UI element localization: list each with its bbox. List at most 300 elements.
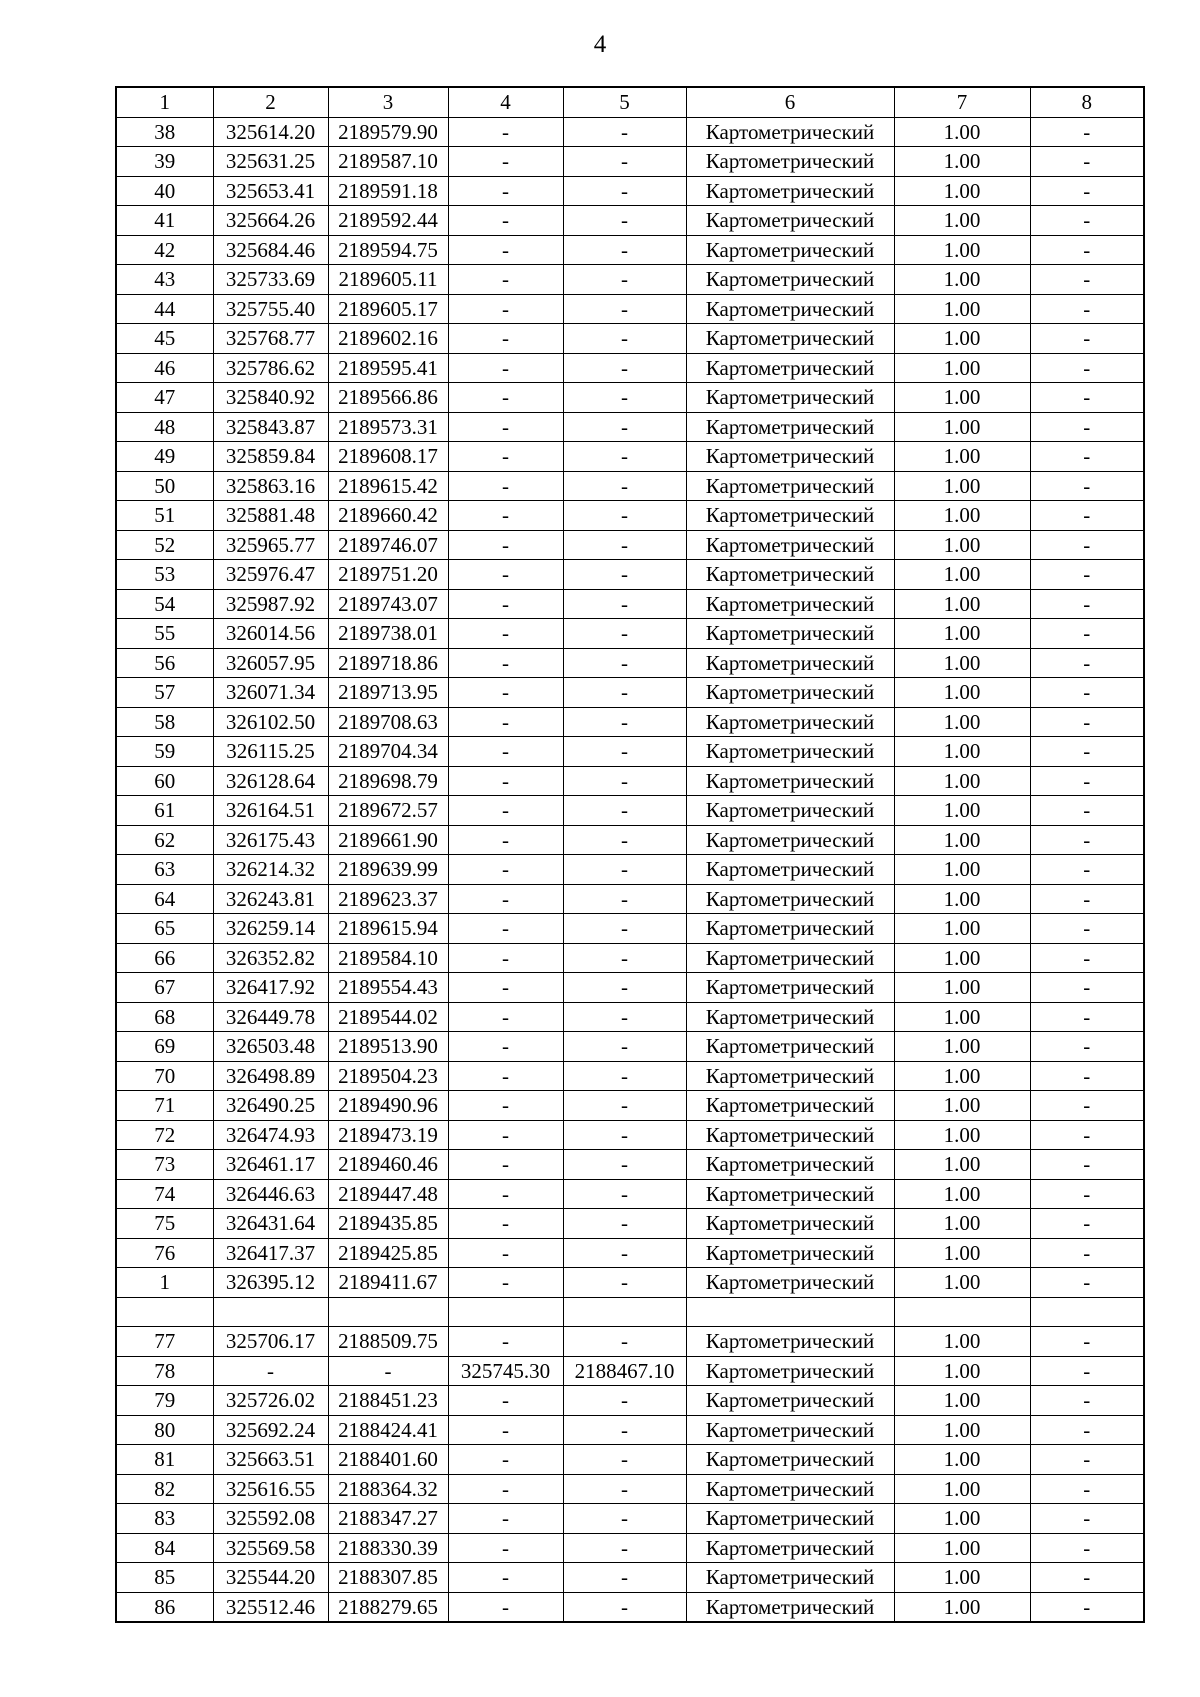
table-cell: - bbox=[1030, 825, 1144, 855]
table-cell: - bbox=[563, 1120, 686, 1150]
table-cell: - bbox=[448, 412, 563, 442]
table-cell: - bbox=[563, 1592, 686, 1622]
table-cell: 2189447.48 bbox=[328, 1179, 448, 1209]
table-cell: 65 bbox=[116, 914, 213, 944]
table-cell: 2189579.90 bbox=[328, 117, 448, 147]
table-cell: - bbox=[448, 1238, 563, 1268]
table-cell: - bbox=[1030, 206, 1144, 236]
table-row bbox=[116, 383, 1144, 413]
table-cell: 1.00 bbox=[894, 855, 1030, 885]
table-cell: - bbox=[563, 412, 686, 442]
table-cell bbox=[686, 1297, 894, 1327]
table-cell: 2189595.41 bbox=[328, 353, 448, 383]
table-cell: - bbox=[448, 1504, 563, 1534]
table-cell: 326431.64 bbox=[213, 1209, 328, 1239]
table-cell: Картометрический bbox=[686, 678, 894, 708]
table-cell: 69 bbox=[116, 1032, 213, 1062]
table-row bbox=[116, 1474, 1144, 1504]
table-cell: 326498.89 bbox=[213, 1061, 328, 1091]
table-cell: 325614.20 bbox=[213, 117, 328, 147]
table-cell: - bbox=[1030, 737, 1144, 767]
table-cell: 1.00 bbox=[894, 1415, 1030, 1445]
table-cell: 325768.77 bbox=[213, 324, 328, 354]
table-cell: - bbox=[1030, 1533, 1144, 1563]
table-cell: 1.00 bbox=[894, 1179, 1030, 1209]
table-cell: - bbox=[1030, 766, 1144, 796]
table-cell: - bbox=[1030, 1061, 1144, 1091]
table-cell: - bbox=[1030, 1032, 1144, 1062]
table-cell: 1.00 bbox=[894, 589, 1030, 619]
table-cell bbox=[116, 1297, 213, 1327]
table-cell: Картометрический bbox=[686, 501, 894, 531]
table-cell: - bbox=[563, 1150, 686, 1180]
table-row bbox=[116, 619, 1144, 649]
table-cell: 1.00 bbox=[894, 383, 1030, 413]
table-cell: 325726.02 bbox=[213, 1386, 328, 1416]
table-cell bbox=[328, 1297, 448, 1327]
table-cell: Картометрический bbox=[686, 353, 894, 383]
table-cell: 2189544.02 bbox=[328, 1002, 448, 1032]
table-cell: 326503.48 bbox=[213, 1032, 328, 1062]
table-cell: - bbox=[1030, 1474, 1144, 1504]
table-cell: 325569.58 bbox=[213, 1533, 328, 1563]
table-row bbox=[116, 206, 1144, 236]
table-cell: 325755.40 bbox=[213, 294, 328, 324]
table-cell: 325512.46 bbox=[213, 1592, 328, 1622]
table-cell: - bbox=[448, 1179, 563, 1209]
table-cell: 42 bbox=[116, 235, 213, 265]
table-cell: Картометрический bbox=[686, 1474, 894, 1504]
table-cell: 39 bbox=[116, 147, 213, 177]
table-cell: - bbox=[1030, 973, 1144, 1003]
table-cell: - bbox=[563, 206, 686, 236]
table-cell: - bbox=[1030, 235, 1144, 265]
table-cell: 1.00 bbox=[894, 324, 1030, 354]
table-row bbox=[116, 1356, 1144, 1386]
table-cell bbox=[213, 1297, 328, 1327]
table-cell: 2189573.31 bbox=[328, 412, 448, 442]
table-cell: 1.00 bbox=[894, 1592, 1030, 1622]
table-cell: - bbox=[563, 560, 686, 590]
table-cell: 2189704.34 bbox=[328, 737, 448, 767]
table-cell: - bbox=[448, 1032, 563, 1062]
table-cell: 71 bbox=[116, 1091, 213, 1121]
table-cell: 325616.55 bbox=[213, 1474, 328, 1504]
table-row bbox=[116, 471, 1144, 501]
table-row bbox=[116, 353, 1144, 383]
table-cell: Картометрический bbox=[686, 1209, 894, 1239]
table-cell: 1.00 bbox=[894, 117, 1030, 147]
table-cell: - bbox=[448, 1091, 563, 1121]
table-cell: 1.00 bbox=[894, 1032, 1030, 1062]
table-cell: 52 bbox=[116, 530, 213, 560]
table-cell: - bbox=[563, 589, 686, 619]
table-cell: - bbox=[563, 619, 686, 649]
table-cell: Картометрический bbox=[686, 766, 894, 796]
table-row bbox=[116, 648, 1144, 678]
table-cell: - bbox=[1030, 796, 1144, 826]
table-cell: 1.00 bbox=[894, 943, 1030, 973]
table-cell: Картометрический bbox=[686, 707, 894, 737]
table-cell: 2189566.86 bbox=[328, 383, 448, 413]
table-cell: 1.00 bbox=[894, 265, 1030, 295]
table-cell: 2189425.85 bbox=[328, 1238, 448, 1268]
table-cell: 1.00 bbox=[894, 235, 1030, 265]
table-cell: - bbox=[1030, 471, 1144, 501]
table-cell: Картометрический bbox=[686, 619, 894, 649]
table-cell: - bbox=[1030, 1120, 1144, 1150]
table-cell: - bbox=[448, 648, 563, 678]
table-cell: - bbox=[563, 1091, 686, 1121]
table-cell: - bbox=[563, 442, 686, 472]
table-cell: 56 bbox=[116, 648, 213, 678]
table-cell: - bbox=[563, 1002, 686, 1032]
table-cell: 2189490.96 bbox=[328, 1091, 448, 1121]
table-row bbox=[116, 737, 1144, 767]
table-cell: 51 bbox=[116, 501, 213, 531]
table-cell: Картометрический bbox=[686, 1032, 894, 1062]
table-cell: Картометрический bbox=[686, 176, 894, 206]
table-cell: - bbox=[563, 176, 686, 206]
table-cell: 326474.93 bbox=[213, 1120, 328, 1150]
table-cell: Картометрический bbox=[686, 737, 894, 767]
table-cell: - bbox=[1030, 265, 1144, 295]
column-header: 1 bbox=[116, 87, 213, 117]
table-cell: 325840.92 bbox=[213, 383, 328, 413]
table-cell: 75 bbox=[116, 1209, 213, 1239]
table-cell: 2189639.99 bbox=[328, 855, 448, 885]
table-cell: 2189591.18 bbox=[328, 176, 448, 206]
table-cell: - bbox=[448, 914, 563, 944]
table-cell: - bbox=[1030, 501, 1144, 531]
table-cell: 326259.14 bbox=[213, 914, 328, 944]
table-cell: 326071.34 bbox=[213, 678, 328, 708]
table-cell: 325863.16 bbox=[213, 471, 328, 501]
table-cell: 1.00 bbox=[894, 1563, 1030, 1593]
table-row bbox=[116, 265, 1144, 295]
table-cell: 326490.25 bbox=[213, 1091, 328, 1121]
table-cell: 326057.95 bbox=[213, 648, 328, 678]
table-cell: - bbox=[1030, 619, 1144, 649]
table-cell: 64 bbox=[116, 884, 213, 914]
table-cell: Картометрический bbox=[686, 1504, 894, 1534]
table-row bbox=[116, 1415, 1144, 1445]
table-cell: 86 bbox=[116, 1592, 213, 1622]
table-cell: 2189411.67 bbox=[328, 1268, 448, 1298]
table-cell: 1.00 bbox=[894, 1002, 1030, 1032]
table-header-row bbox=[116, 87, 1144, 117]
table-cell: 1.00 bbox=[894, 1091, 1030, 1121]
table-cell: 1.00 bbox=[894, 147, 1030, 177]
table-row bbox=[116, 560, 1144, 590]
table-cell: 2188401.60 bbox=[328, 1445, 448, 1475]
table-cell: - bbox=[1030, 176, 1144, 206]
table-row bbox=[116, 884, 1144, 914]
coordinates-table bbox=[115, 86, 1145, 1623]
table-cell: 1.00 bbox=[894, 1209, 1030, 1239]
table-cell: Картометрический bbox=[686, 1386, 894, 1416]
table-cell: 79 bbox=[116, 1386, 213, 1416]
table-cell: Картометрический bbox=[686, 471, 894, 501]
table-cell: Картометрический bbox=[686, 914, 894, 944]
table-row bbox=[116, 1179, 1144, 1209]
table-cell: - bbox=[563, 825, 686, 855]
table-cell: 2188330.39 bbox=[328, 1533, 448, 1563]
table-cell: Картометрический bbox=[686, 117, 894, 147]
table-cell: Картометрический bbox=[686, 943, 894, 973]
table-cell: - bbox=[563, 1504, 686, 1534]
table-cell: 2189738.01 bbox=[328, 619, 448, 649]
table-cell: Картометрический bbox=[686, 973, 894, 1003]
table-cell: - bbox=[328, 1356, 448, 1386]
table-cell: 1.00 bbox=[894, 1445, 1030, 1475]
table-cell: - bbox=[1030, 1592, 1144, 1622]
table-cell: 1.00 bbox=[894, 353, 1030, 383]
table-cell: 2189623.37 bbox=[328, 884, 448, 914]
table-row bbox=[116, 707, 1144, 737]
table-row bbox=[116, 914, 1144, 944]
table-row bbox=[116, 324, 1144, 354]
table-cell: - bbox=[448, 1120, 563, 1150]
table-cell: - bbox=[1030, 1356, 1144, 1386]
table-cell: 67 bbox=[116, 973, 213, 1003]
table-cell: Картометрический bbox=[686, 1356, 894, 1386]
table-cell: 2189746.07 bbox=[328, 530, 448, 560]
table-cell: - bbox=[1030, 560, 1144, 590]
table-row bbox=[116, 442, 1144, 472]
table-cell: 325653.41 bbox=[213, 176, 328, 206]
table-cell: - bbox=[1030, 147, 1144, 177]
table-cell: 2189584.10 bbox=[328, 943, 448, 973]
table-cell: - bbox=[448, 943, 563, 973]
table-cell: 2188307.85 bbox=[328, 1563, 448, 1593]
table-cell: 325843.87 bbox=[213, 412, 328, 442]
table-cell: Картометрический bbox=[686, 589, 894, 619]
table-cell: Картометрический bbox=[686, 825, 894, 855]
table-cell: 57 bbox=[116, 678, 213, 708]
table-cell bbox=[894, 1297, 1030, 1327]
table-cell: 45 bbox=[116, 324, 213, 354]
table-cell: 326014.56 bbox=[213, 619, 328, 649]
table-cell: - bbox=[1030, 117, 1144, 147]
table-row bbox=[116, 1327, 1144, 1357]
table-cell: 2189513.90 bbox=[328, 1032, 448, 1062]
table-cell: - bbox=[448, 176, 563, 206]
table-cell: 1.00 bbox=[894, 825, 1030, 855]
table-cell: 80 bbox=[116, 1415, 213, 1445]
table-cell: - bbox=[448, 707, 563, 737]
table-row bbox=[116, 1563, 1144, 1593]
table-cell: - bbox=[563, 914, 686, 944]
table-cell: - bbox=[448, 825, 563, 855]
table-cell: - bbox=[563, 737, 686, 767]
table-cell: 325664.26 bbox=[213, 206, 328, 236]
table-cell: 49 bbox=[116, 442, 213, 472]
table-cell: 325592.08 bbox=[213, 1504, 328, 1534]
table-cell: 1.00 bbox=[894, 1150, 1030, 1180]
table-row bbox=[116, 766, 1144, 796]
table-cell: 325733.69 bbox=[213, 265, 328, 295]
table-cell: Картометрический bbox=[686, 560, 894, 590]
table-cell: - bbox=[563, 1445, 686, 1475]
table-cell: - bbox=[448, 737, 563, 767]
table-cell: Картометрический bbox=[686, 383, 894, 413]
table-cell: 2188467.10 bbox=[563, 1356, 686, 1386]
column-header: 8 bbox=[1030, 87, 1144, 117]
table-cell: Картометрический bbox=[686, 1327, 894, 1357]
table-cell: 326214.32 bbox=[213, 855, 328, 885]
table-cell: 1.00 bbox=[894, 766, 1030, 796]
table-cell: - bbox=[1030, 707, 1144, 737]
table-row bbox=[116, 501, 1144, 531]
table-cell: 2189672.57 bbox=[328, 796, 448, 826]
table-cell: 63 bbox=[116, 855, 213, 885]
table-cell: Картометрический bbox=[686, 294, 894, 324]
table-cell: 72 bbox=[116, 1120, 213, 1150]
table-cell: 59 bbox=[116, 737, 213, 767]
table-cell: 2189594.75 bbox=[328, 235, 448, 265]
table-cell: 1.00 bbox=[894, 1061, 1030, 1091]
table-cell: - bbox=[563, 1268, 686, 1298]
table-cell: - bbox=[1030, 678, 1144, 708]
table-cell: 2189743.07 bbox=[328, 589, 448, 619]
table-cell: Картометрический bbox=[686, 1415, 894, 1445]
table-cell: - bbox=[1030, 589, 1144, 619]
table-cell: - bbox=[448, 1563, 563, 1593]
table-cell: 61 bbox=[116, 796, 213, 826]
table-cell: - bbox=[563, 501, 686, 531]
table-cell: - bbox=[1030, 884, 1144, 914]
table-cell: 1.00 bbox=[894, 1268, 1030, 1298]
table-cell: - bbox=[448, 1445, 563, 1475]
table-cell: 2189718.86 bbox=[328, 648, 448, 678]
table-cell: Картометрический bbox=[686, 235, 894, 265]
table-cell: 2189751.20 bbox=[328, 560, 448, 590]
table-cell: - bbox=[448, 619, 563, 649]
table-cell: 41 bbox=[116, 206, 213, 236]
table-row bbox=[116, 117, 1144, 147]
table-cell: 55 bbox=[116, 619, 213, 649]
table-cell: - bbox=[448, 265, 563, 295]
column-header: 2 bbox=[213, 87, 328, 117]
table-cell: 2189713.95 bbox=[328, 678, 448, 708]
table-cell: - bbox=[448, 206, 563, 236]
table-cell: 1.00 bbox=[894, 1386, 1030, 1416]
table-row bbox=[116, 147, 1144, 177]
table-cell: - bbox=[448, 235, 563, 265]
table-row bbox=[116, 1150, 1144, 1180]
table-cell: - bbox=[448, 1268, 563, 1298]
table-cell: Картометрический bbox=[686, 1445, 894, 1475]
table-cell: - bbox=[563, 235, 686, 265]
table-cell: 60 bbox=[116, 766, 213, 796]
table-cell: Картометрический bbox=[686, 1120, 894, 1150]
table-cell: - bbox=[563, 1179, 686, 1209]
table-cell: - bbox=[448, 855, 563, 885]
table-cell: - bbox=[563, 1533, 686, 1563]
table-cell: Картометрический bbox=[686, 412, 894, 442]
table-cell: - bbox=[448, 1002, 563, 1032]
table-cell: 2189602.16 bbox=[328, 324, 448, 354]
table-cell: 50 bbox=[116, 471, 213, 501]
table-row bbox=[116, 943, 1144, 973]
table-cell: 47 bbox=[116, 383, 213, 413]
table-cell: 70 bbox=[116, 1061, 213, 1091]
table-cell: 326164.51 bbox=[213, 796, 328, 826]
table-cell: - bbox=[448, 1209, 563, 1239]
table-row bbox=[116, 1504, 1144, 1534]
table-cell: 82 bbox=[116, 1474, 213, 1504]
table-cell: 2188279.65 bbox=[328, 1592, 448, 1622]
table-cell: 73 bbox=[116, 1150, 213, 1180]
table-row bbox=[116, 1533, 1144, 1563]
table-row bbox=[116, 1445, 1144, 1475]
table-cell: 78 bbox=[116, 1356, 213, 1386]
table-cell: - bbox=[563, 707, 686, 737]
table-cell: Картометрический bbox=[686, 324, 894, 354]
table-cell: 81 bbox=[116, 1445, 213, 1475]
table-cell: 325881.48 bbox=[213, 501, 328, 531]
column-header: 3 bbox=[328, 87, 448, 117]
table-cell: - bbox=[563, 383, 686, 413]
table-cell: 325786.62 bbox=[213, 353, 328, 383]
table-cell: 2189661.90 bbox=[328, 825, 448, 855]
table-cell: 1.00 bbox=[894, 1474, 1030, 1504]
table-cell: 326175.43 bbox=[213, 825, 328, 855]
table-cell: - bbox=[448, 884, 563, 914]
table-row bbox=[116, 235, 1144, 265]
table-cell: - bbox=[1030, 1238, 1144, 1268]
table-cell: 1.00 bbox=[894, 560, 1030, 590]
table-cell: - bbox=[448, 1592, 563, 1622]
table-cell: - bbox=[563, 943, 686, 973]
table-cell: 1.00 bbox=[894, 1120, 1030, 1150]
table-cell: 2188364.32 bbox=[328, 1474, 448, 1504]
table-cell: 325987.92 bbox=[213, 589, 328, 619]
table-cell: - bbox=[563, 471, 686, 501]
table-cell: 2188509.75 bbox=[328, 1327, 448, 1357]
table-row bbox=[116, 973, 1144, 1003]
table-cell: - bbox=[563, 1386, 686, 1416]
table-row bbox=[116, 825, 1144, 855]
table-cell: 76 bbox=[116, 1238, 213, 1268]
table-row bbox=[116, 589, 1144, 619]
table-cell: 325859.84 bbox=[213, 442, 328, 472]
table-cell: - bbox=[448, 1150, 563, 1180]
table-cell: 1.00 bbox=[894, 648, 1030, 678]
table-cell: - bbox=[1030, 1091, 1144, 1121]
table-cell: 326352.82 bbox=[213, 943, 328, 973]
table-cell: Картометрический bbox=[686, 855, 894, 885]
table-cell: Картометрический bbox=[686, 1238, 894, 1268]
table-cell: 58 bbox=[116, 707, 213, 737]
table-cell: 2188347.27 bbox=[328, 1504, 448, 1534]
table-cell: 1.00 bbox=[894, 501, 1030, 531]
table-cell bbox=[1030, 1297, 1144, 1327]
table-cell: Картометрический bbox=[686, 442, 894, 472]
table-cell: 85 bbox=[116, 1563, 213, 1593]
table-cell: - bbox=[1030, 648, 1144, 678]
table-cell: Картометрический bbox=[686, 265, 894, 295]
table-cell: - bbox=[1030, 530, 1144, 560]
table-cell: 1.00 bbox=[894, 884, 1030, 914]
table-row bbox=[116, 678, 1144, 708]
table-cell: - bbox=[448, 501, 563, 531]
table-cell: Картометрический bbox=[686, 147, 894, 177]
table-cell: 2189608.17 bbox=[328, 442, 448, 472]
table-cell: - bbox=[563, 884, 686, 914]
table-cell: - bbox=[1030, 442, 1144, 472]
